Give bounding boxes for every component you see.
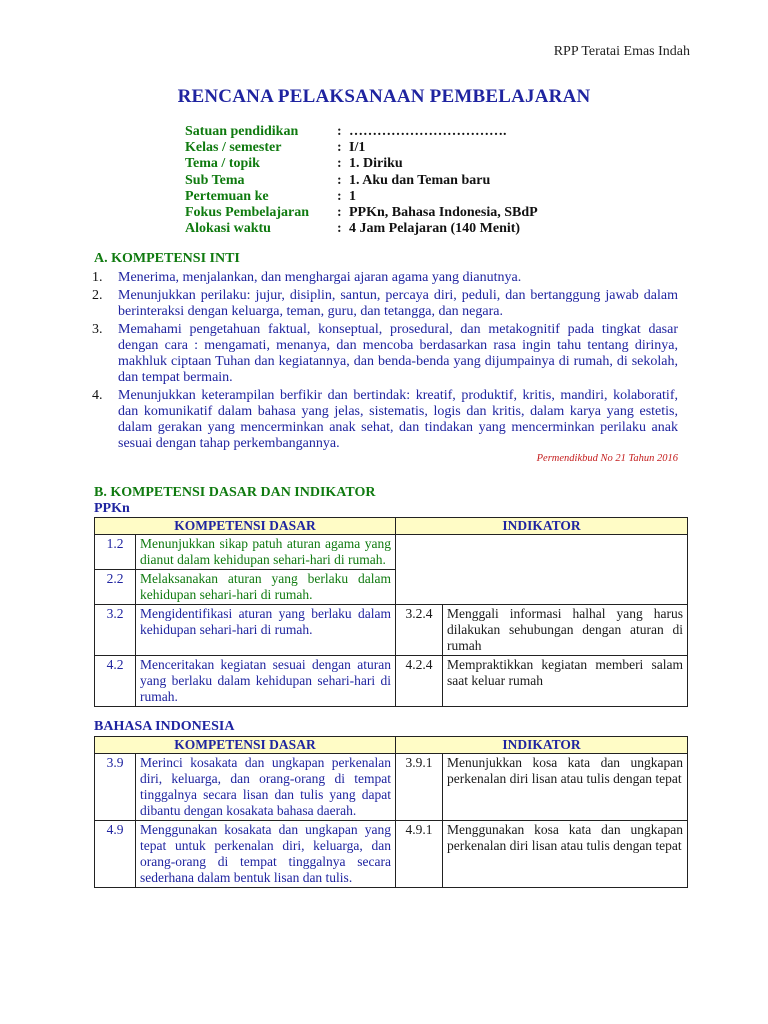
column-header-indikator: INDIKATOR (396, 518, 688, 535)
ppkn-label: PPKn (94, 501, 130, 516)
bahasa-indonesia-label: BAHASA INDONESIA (94, 719, 235, 734)
table-row (95, 605, 688, 656)
meta-value: 1 (349, 188, 356, 204)
kd-text: Menceritakan kegiatan sesuai dengan aturan yang berlaku dalam kehidupan sehari-hari di rumah. (136, 656, 396, 707)
indicator-text: Mempraktikkan kegiatan memberi salam saat keluar rumah (443, 656, 688, 707)
list-text: Menerima, menjalankan, dan menghargai ajaran agama yang dianutnya. (118, 270, 522, 285)
list-number: 4. (92, 388, 103, 403)
meta-key: Tema / topik (185, 156, 260, 172)
meta-colon: : (337, 188, 342, 204)
column-header-kd: KOMPETENSI DASAR (95, 518, 396, 535)
meta-value: I/1 (349, 140, 366, 156)
meta-row-alokasi (185, 221, 538, 237)
meta-colon: : (337, 205, 342, 221)
meta-row-pertemuan (185, 189, 538, 205)
ppkn-table (94, 517, 688, 707)
kd-number: 1.2 (95, 535, 136, 570)
table-header-row (95, 737, 688, 754)
indicator-number: 3.9.1 (396, 754, 443, 821)
indicator-text: Menggunakan kosa kata dan ungkapan perkenalan diri lisan atau tulis dengan tepat (443, 821, 688, 888)
meta-row-fokus (185, 205, 538, 221)
meta-row-kelas (185, 140, 538, 156)
table-row (95, 656, 688, 707)
meta-key: Pertemuan ke (185, 188, 269, 204)
column-header-indikator: INDIKATOR (396, 737, 688, 754)
meta-colon: : (337, 140, 342, 156)
table-header-row (95, 518, 688, 535)
kd-text: Menggunakan kosakata dan ungkapan yang tepat untuk perkenalan diri, keluarga, dan orang-orang di tempat tinggalnya secara sederhana dalam bentuk lisan dan tulis. (136, 821, 396, 888)
meta-value: 4 Jam Pelajaran (140 Menit) (349, 221, 521, 237)
indicator-text: Menunjukkan kosa kata dan ungkapan perkenalan diri lisan atau tulis dengan tepat (443, 754, 688, 821)
document-header-label: RPP Teratai Emas Indah (553, 44, 690, 59)
empty-indicator-cell (396, 535, 688, 605)
indicator-number: 4.9.1 (396, 821, 443, 888)
meta-colon: : (337, 221, 342, 237)
column-header-kd: KOMPETENSI DASAR (95, 737, 396, 754)
list-number: 1. (92, 270, 103, 285)
kd-text: Mengidentifikasi aturan yang berlaku dalam kehidupan sehari-hari di rumah. (136, 605, 396, 656)
bahasa-indonesia-table (94, 736, 688, 888)
kd-text: Merinci kosakata dan ungkapan perkenalan diri, keluarga, dan orang-orang di tempat tinggalnya secara lisan dan tulis yang dapat dibantu dengan kosakata bahasa daerah. (136, 754, 396, 821)
meta-row-satuan (185, 124, 538, 140)
meta-key: Satuan pendidikan (185, 124, 299, 139)
meta-colon: : (337, 124, 342, 139)
kd-text: Menunjukkan sikap patuh aturan agama yang dianut dalam kehidupan sehari-hari di rumah. (136, 535, 396, 570)
kd-number: 2.2 (95, 570, 136, 605)
list-item (92, 288, 678, 320)
list-text: Menunjukkan perilaku: jujur, disiplin, santun, percaya diri, peduli, dan bertanggung jawab dalam berinteraksi dengan keluarga, teman, guru, dan tetangga, dan negara. (118, 288, 678, 319)
meta-row-subtema (185, 173, 538, 189)
indicator-text: Menggali informasi halhal yang harus dilakukan sehubungan dengan aturan di rumah (443, 605, 688, 656)
list-item (92, 270, 678, 286)
indicator-number: 3.2.4 (396, 605, 443, 656)
meta-colon: : (337, 156, 342, 172)
meta-key: Fokus Pembelajaran (185, 205, 310, 221)
table-row (95, 535, 688, 570)
indicator-number: 4.2.4 (396, 656, 443, 707)
meta-colon: : (337, 172, 342, 188)
kompetensi-inti-list (92, 270, 678, 452)
meta-key: Alokasi waktu (185, 221, 271, 237)
source-citation: Permendikbud No 21 Tahun 2016 (536, 453, 678, 464)
list-number: 3. (92, 322, 103, 337)
meta-value: 1. Aku dan Teman baru (349, 172, 491, 188)
kd-number: 4.2 (95, 656, 136, 707)
meta-row-tema (185, 156, 538, 172)
list-text: Memahami pengetahuan faktual, konseptual, prosedural, dan metakognitif pada tingkat dasar dengan cara : mengamati, menanya, dan mencoba berdasarkan rasa ingin tahu tentang dirinya, makhluk ciptaan Tuhan dan kegiatannya, dan benda-benda yang dijumpainya di rumah, di sekolah, dan tempat bermain. (118, 322, 678, 385)
kd-number: 3.2 (95, 605, 136, 656)
table-row (95, 754, 688, 821)
list-item (92, 388, 678, 452)
meta-key: Kelas / semester (185, 140, 282, 156)
kd-number: 4.9 (95, 821, 136, 888)
kd-text: Melaksanakan aturan yang berlaku dalam kehidupan sehari-hari di rumah. (136, 570, 396, 605)
table-row (95, 821, 688, 888)
list-text: Menunjukkan keterampilan berfikir dan bertindak: kreatif, produktif, kritis, mandiri, kolaboratif, dan komunikatif dalam bahasa yang jelas, sistematis, logis dan kritis, dalam karya yang estetis, dalam gerakan yang mencerminkan anak sehat, dan tindakan yang mencerminkan perilaku anak sesuai dengan tahap perkembangannya. (118, 388, 678, 451)
document-title: RENCANA PELAKSANAAN PEMBELAJARAN (177, 86, 591, 107)
list-number: 2. (92, 288, 103, 303)
section-b-heading: B. KOMPETENSI DASAR DAN INDIKATOR (94, 485, 376, 500)
kd-number: 3.9 (95, 754, 136, 821)
meta-key: Sub Tema (185, 172, 245, 188)
list-item (92, 322, 678, 386)
meta-value: PPKn, Bahasa Indonesia, SBdP (349, 205, 538, 221)
meta-value: 1. Diriku (349, 156, 403, 172)
section-a-heading: A. KOMPETENSI INTI (94, 251, 240, 266)
meta-value: ……………………………. (349, 124, 507, 139)
identity-block (185, 124, 538, 237)
